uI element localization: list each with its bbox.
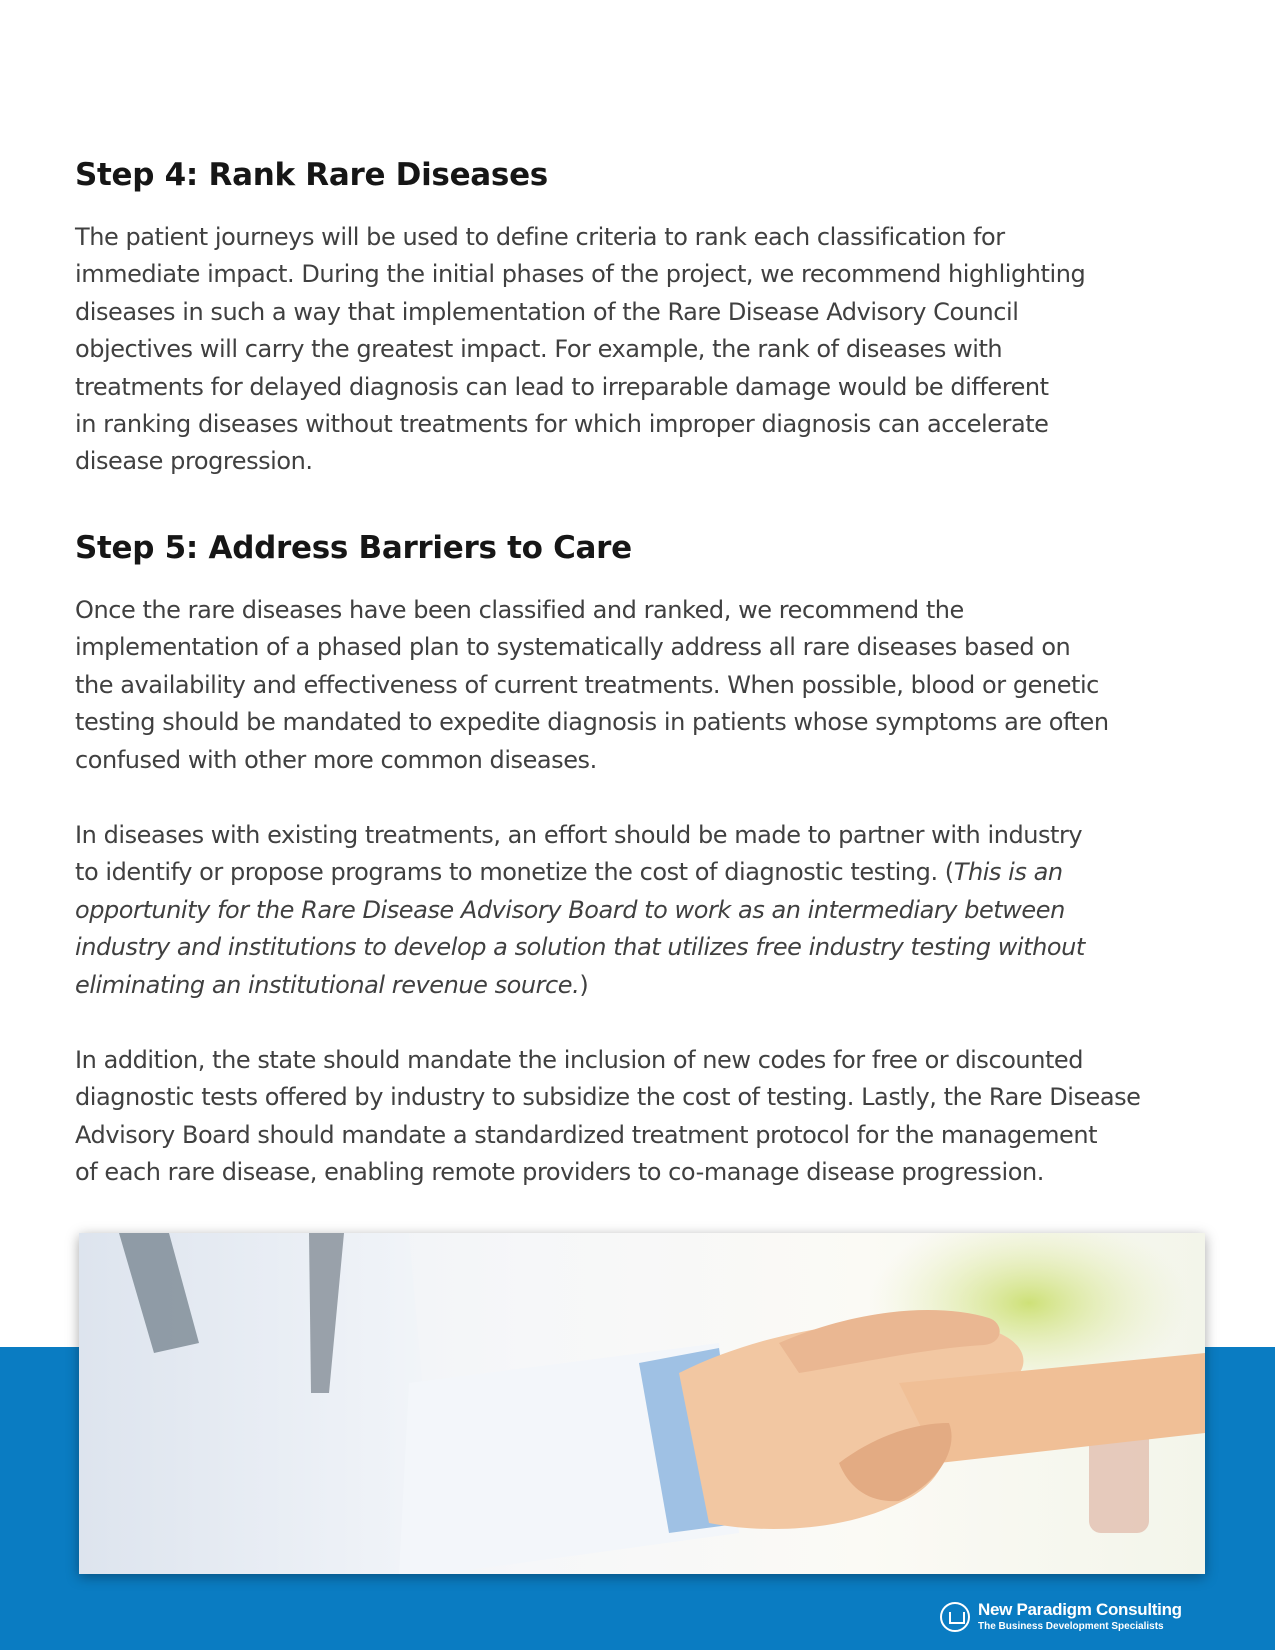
text-line: confused with other more common diseases.: [75, 745, 597, 774]
text-line: [75, 929, 1085, 966]
company-logo: [940, 1600, 1250, 1640]
italic-text: industry and institutions to develop a solution that utilizes free industry testing without: [75, 933, 1085, 962]
logo-brand-name: New Paradigm Consulting: [978, 1600, 1182, 1619]
step4-paragraph: [75, 219, 1085, 481]
text-line: objectives will carry the greatest impact. For example, the rank of diseases with: [75, 335, 1003, 364]
text-line: Advisory Board should mandate a standardized treatment protocol for the management: [75, 1120, 1098, 1149]
text-line: treatments for delayed diagnosis can lead to irreparable damage would be different: [75, 372, 1049, 401]
text-line: diseases in such a way that implementation of the Rare Disease Advisory Council: [75, 297, 1019, 326]
step5-paragraph-3: [75, 1042, 1140, 1192]
text-line: [75, 854, 1085, 891]
italic-text: This is an: [953, 858, 1063, 887]
text-line: diagnostic tests offered by industry to subsidize the cost of testing. Lastly, the Rare Disease: [75, 1083, 1141, 1112]
text-line: [75, 967, 1085, 1004]
text-line: Once the rare diseases have been classified and ranked, we recommend the: [75, 596, 964, 624]
plain-text: to identify or propose programs to monetize the cost of diagnostic testing. (: [75, 858, 954, 887]
step4-heading: Step 4: Rank Rare Diseases: [75, 157, 548, 193]
text-line: immediate impact. During the initial phases of the project, we recommend highlighting: [75, 260, 1086, 289]
text-line: [75, 892, 1085, 929]
step5-heading: Step 5: Address Barriers to Care: [75, 530, 632, 566]
text-line: of each rare disease, enabling remote providers to co-manage disease progression.: [75, 1158, 1044, 1187]
text-line: testing should be mandated to expedite diagnosis in patients whose symptoms are often: [75, 708, 1109, 737]
hands-photo: [79, 1233, 1205, 1574]
logo-tagline: The Business Development Specialists: [978, 1621, 1164, 1632]
plain-text: ): [579, 970, 589, 999]
logo-icon: [940, 1602, 970, 1632]
text-line: the availability and effectiveness of current treatments. When possible, blood or genetic: [75, 670, 1099, 699]
text-line: In addition, the state should mandate the inclusion of new codes for free or discounted: [75, 1046, 1084, 1074]
text-line: disease progression.: [75, 447, 313, 476]
text-line: The patient journeys will be used to define criteria to rank each classification for: [75, 223, 1005, 251]
step5-paragraph-1: [75, 592, 1109, 779]
italic-text: opportunity for the Rare Disease Advisory Board to work as an intermediary between: [75, 895, 1065, 924]
hands-illustration: [79, 1233, 1205, 1574]
text-line: implementation of a phased plan to systematically address all rare diseases based on: [75, 633, 1071, 662]
text-line: in ranking diseases without treatments for which improper diagnosis can accelerate: [75, 410, 1049, 439]
text-line: In diseases with existing treatments, an effort should be made to partner with industry: [75, 821, 1083, 849]
italic-text: eliminating an institutional revenue source.: [75, 970, 580, 999]
step5-paragraph-2: [75, 817, 1085, 1004]
